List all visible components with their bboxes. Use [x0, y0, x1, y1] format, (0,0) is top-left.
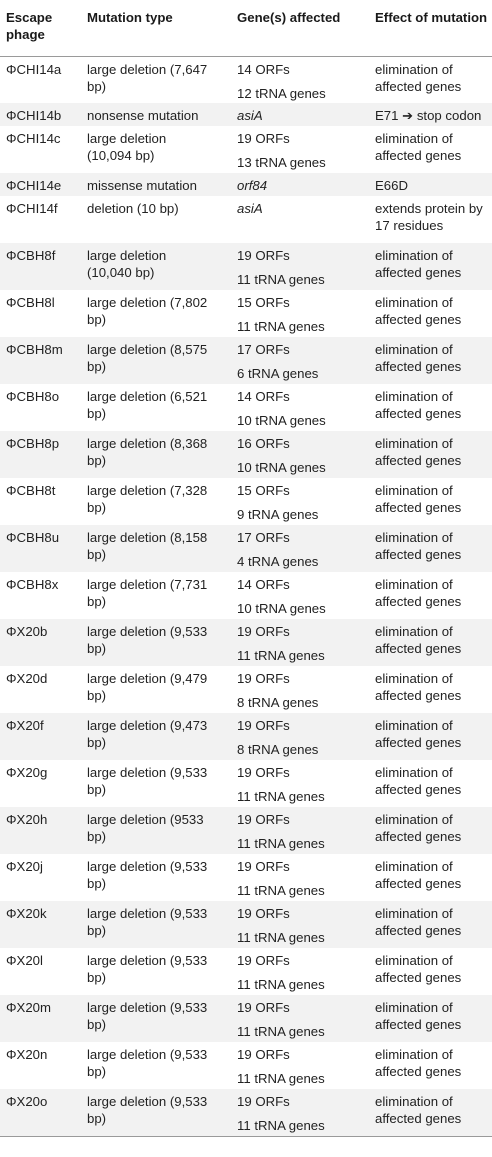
cell-genes-affected-line: 13 tRNA genes [237, 155, 326, 170]
cell-genes-affected-line: 10 tRNA genes [237, 460, 326, 475]
table-row [0, 126, 492, 173]
cell-mutation-type-line: large deletion (9,533 [87, 953, 208, 968]
cell-effect-of-mutation [369, 948, 492, 995]
cell-genes-affected-line: 11 tRNA genes [237, 883, 325, 898]
cell-mutation-type-line: bp) [87, 970, 107, 985]
cell-genes-affected-line: asiA [237, 108, 263, 123]
cell-effect-of-mutation [369, 1042, 492, 1089]
cell-effect-of-mutation-line: elimination of [375, 530, 453, 545]
cell-mutation-type-line: large deletion (9,533 [87, 765, 208, 780]
cell-effect-of-mutation-line: affected genes [375, 970, 462, 985]
cell-genes-affected-line: 11 tRNA genes [237, 836, 325, 851]
cell-escape-phage: ΦCBH8o [6, 389, 60, 404]
cell-mutation-type [81, 126, 231, 173]
cell-effect-of-mutation-line: E66D [375, 178, 408, 193]
cell-escape-phage: ΦCBH8f [6, 248, 56, 263]
cell-effect-of-mutation-line: elimination of [375, 248, 453, 263]
cell-genes-affected [231, 713, 369, 760]
cell-effect-of-mutation-line: affected genes [375, 500, 462, 515]
cell-effect-of-mutation [369, 1089, 492, 1136]
cell-genes-affected-line: 11 tRNA genes [237, 977, 325, 992]
cell-mutation-type-line: large deletion (9,533 [87, 1047, 208, 1062]
header-mutation-type: Mutation type [87, 10, 173, 25]
cell-mutation-type-line: bp) [87, 829, 107, 844]
cell-genes-affected [231, 126, 369, 173]
cell-escape-phage: ΦCHI14b [6, 108, 62, 123]
table-row [0, 478, 492, 525]
cell-mutation-type [81, 56, 231, 103]
cell-mutation-type-line: nonsense mutation [87, 108, 199, 123]
cell-effect-of-mutation-line: elimination of [375, 483, 453, 498]
cell-effect-of-mutation-line: affected genes [375, 78, 462, 94]
cell-genes-affected-line: 14 ORFs [237, 61, 290, 77]
cell-effect-of-mutation-line: elimination of [375, 624, 453, 639]
table-row [0, 431, 492, 478]
cell-effect-of-mutation-line: affected genes [375, 453, 462, 468]
cell-escape-phage: ΦX20j [6, 859, 43, 874]
cell-escape-phage: ΦX20m [6, 1000, 51, 1015]
cell-genes-affected-line: 19 ORFs [237, 953, 290, 968]
cell-genes-affected [231, 290, 369, 337]
cell-effect-of-mutation [369, 196, 492, 243]
cell-effect-of-mutation-line: affected genes [375, 359, 462, 374]
cell-effect-of-mutation-line: elimination of [375, 389, 453, 404]
table-row [0, 243, 492, 290]
table-row [0, 619, 492, 666]
cell-effect-of-mutation-line: elimination of [375, 1047, 453, 1062]
cell-mutation-type [81, 995, 231, 1042]
cell-mutation-type [81, 384, 231, 431]
cell-effect-of-mutation [369, 337, 492, 384]
cell-effect-of-mutation [369, 384, 492, 431]
table-row [0, 901, 492, 948]
cell-effect-of-mutation [369, 713, 492, 760]
cell-genes-affected-line: 8 tRNA genes [237, 742, 319, 757]
cell-genes-affected-line: asiA [237, 201, 263, 216]
cell-genes-affected [231, 431, 369, 478]
cell-mutation-type-line: bp) [87, 1064, 107, 1079]
cell-mutation-type-line: (10,094 bp) [87, 148, 155, 163]
cell-genes-affected [231, 103, 369, 126]
cell-mutation-type-line: bp) [87, 406, 107, 421]
cell-effect-of-mutation-line: elimination of [375, 765, 453, 780]
cell-genes-affected-line: 19 ORFs [237, 1047, 290, 1062]
cell-effect-of-mutation [369, 995, 492, 1042]
cell-mutation-type-line: missense mutation [87, 178, 197, 193]
cell-mutation-type-line: large deletion (8,575 [87, 342, 208, 357]
cell-effect-of-mutation [369, 807, 492, 854]
cell-escape-phage: ΦCBH8p [6, 436, 60, 451]
cell-effect-of-mutation-line: affected genes [375, 265, 462, 280]
cell-genes-affected [231, 666, 369, 713]
cell-genes-affected-line: 10 tRNA genes [237, 413, 326, 428]
cell-genes-affected-line: 14 ORFs [237, 577, 290, 592]
cell-mutation-type [81, 666, 231, 713]
cell-effect-of-mutation-line: elimination of [375, 1000, 453, 1015]
cell-effect-of-mutation [369, 56, 492, 103]
cell-escape-phage: ΦX20k [6, 906, 47, 921]
cell-mutation-type-line: bp) [87, 359, 107, 374]
cell-genes-affected-line: 9 tRNA genes [237, 507, 319, 522]
table-row [0, 854, 492, 901]
cell-genes-affected-line: 15 ORFs [237, 295, 290, 310]
table-row [0, 56, 492, 103]
cell-effect-of-mutation [369, 478, 492, 525]
cell-genes-affected [231, 948, 369, 995]
cell-mutation-type [81, 103, 231, 126]
cell-genes-affected [231, 760, 369, 807]
cell-escape-phage: ΦCBH8m [6, 342, 63, 357]
cell-mutation-type [81, 173, 231, 196]
cell-effect-of-mutation-line: affected genes [375, 312, 462, 327]
table-row [0, 948, 492, 995]
cell-effect-of-mutation [369, 619, 492, 666]
cell-genes-affected-line: 19 ORFs [237, 624, 290, 639]
cell-mutation-type-line: bp) [87, 923, 107, 938]
cell-genes-affected [231, 478, 369, 525]
cell-genes-affected [231, 1042, 369, 1089]
cell-effect-of-mutation-line: affected genes [375, 148, 462, 163]
cell-effect-of-mutation [369, 666, 492, 713]
cell-genes-affected-line: orf84 [237, 178, 268, 193]
table-row [0, 1042, 492, 1089]
cell-effect-of-mutation-line: elimination of [375, 906, 453, 921]
cell-effect-of-mutation-line: extends protein by [375, 201, 483, 216]
cell-effect-of-mutation [369, 525, 492, 572]
cell-genes-affected [231, 995, 369, 1042]
cell-mutation-type-line: deletion (10 bp) [87, 201, 179, 216]
cell-mutation-type-line: large deletion (9,473 [87, 718, 208, 733]
cell-mutation-type [81, 196, 231, 243]
cell-genes-affected [231, 56, 369, 103]
cell-genes-affected-line: 11 tRNA genes [237, 319, 325, 334]
cell-effect-of-mutation-line: elimination of [375, 577, 453, 592]
cell-mutation-type [81, 854, 231, 901]
cell-mutation-type-line: large deletion (9,533 [87, 624, 208, 639]
cell-genes-affected-line: 11 tRNA genes [237, 930, 325, 945]
cell-mutation-type [81, 572, 231, 619]
cell-escape-phage: ΦCHI14c [6, 131, 61, 146]
cell-genes-affected-line: 8 tRNA genes [237, 695, 319, 710]
cell-effect-of-mutation-line: affected genes [375, 876, 462, 891]
table-row [0, 760, 492, 807]
cell-mutation-type-line: large deletion (6,521 [87, 389, 208, 404]
cell-mutation-type-line: bp) [87, 1111, 107, 1126]
cell-effect-of-mutation-line: elimination of [375, 671, 453, 686]
cell-genes-affected [231, 901, 369, 948]
cell-mutation-type-line: bp) [87, 641, 107, 656]
cell-escape-phage: ΦX20n [6, 1047, 48, 1062]
cell-effect-of-mutation-line: affected genes [375, 641, 462, 656]
cell-escape-phage: ΦCHI14e [6, 178, 62, 193]
cell-effect-of-mutation-line: elimination of [375, 953, 453, 968]
cell-mutation-type-line: large deletion (9,533 [87, 906, 208, 921]
cell-genes-affected [231, 525, 369, 572]
cell-genes-affected-line: 19 ORFs [237, 1000, 290, 1015]
cell-mutation-type [81, 713, 231, 760]
table-row [0, 173, 492, 196]
cell-effect-of-mutation-line: elimination of [375, 436, 453, 451]
cell-genes-affected-line: 16 ORFs [237, 436, 290, 451]
cell-mutation-type-line: bp) [87, 876, 107, 891]
cell-genes-affected [231, 384, 369, 431]
cell-mutation-type-line: bp) [87, 594, 107, 609]
cell-mutation-type [81, 431, 231, 478]
cell-genes-affected-line: 19 ORFs [237, 671, 290, 686]
cell-mutation-type-line: large deletion (9,533 [87, 1000, 208, 1015]
cell-effect-of-mutation-line: affected genes [375, 829, 462, 844]
cell-mutation-type-line: large deletion (9,533 [87, 859, 208, 874]
cell-genes-affected-line: 19 ORFs [237, 765, 290, 780]
cell-effect-of-mutation-line: elimination of [375, 812, 453, 827]
cell-mutation-type [81, 525, 231, 572]
cell-effect-of-mutation-line: affected genes [375, 547, 462, 562]
cell-escape-phage: ΦCBH8x [6, 577, 59, 592]
table-header [0, 0, 492, 56]
cell-genes-affected-line: 11 tRNA genes [237, 1118, 325, 1133]
cell-escape-phage: ΦX20g [6, 765, 48, 780]
cell-genes-affected-line: 10 tRNA genes [237, 601, 326, 616]
header-row [0, 0, 492, 56]
cell-effect-of-mutation-line: elimination of [375, 718, 453, 733]
cell-effect-of-mutation [369, 760, 492, 807]
cell-genes-affected-line: 11 tRNA genes [237, 648, 325, 663]
cell-mutation-type-line: (10,040 bp) [87, 265, 155, 280]
cell-genes-affected [231, 572, 369, 619]
cell-escape-phage: ΦCHI14a [6, 61, 62, 77]
cell-effect-of-mutation [369, 103, 492, 126]
cell-effect-of-mutation-line: affected genes [375, 1111, 462, 1126]
cell-mutation-type-line: large deletion (7,731 [87, 577, 208, 592]
cell-genes-affected [231, 807, 369, 854]
table-bottom-rule [0, 1136, 492, 1137]
cell-escape-phage: ΦX20l [6, 953, 43, 968]
cell-mutation-type-line: large deletion (9,479 [87, 671, 208, 686]
table-row [0, 384, 492, 431]
cell-mutation-type-line: bp) [87, 688, 107, 703]
cell-mutation-type [81, 290, 231, 337]
cell-effect-of-mutation-line: elimination of [375, 342, 453, 357]
cell-effect-of-mutation-line: affected genes [375, 735, 462, 750]
cell-genes-affected [231, 619, 369, 666]
cell-mutation-type-line: bp) [87, 782, 107, 797]
cell-mutation-type-line: bp) [87, 453, 107, 468]
cell-mutation-type [81, 807, 231, 854]
cell-effect-of-mutation [369, 431, 492, 478]
cell-escape-phage: ΦX20b [6, 624, 48, 639]
cell-effect-of-mutation-line: affected genes [375, 406, 462, 421]
cell-escape-phage: ΦCHI14f [6, 201, 58, 216]
cell-effect-of-mutation [369, 854, 492, 901]
cell-genes-affected-line: 11 tRNA genes [237, 272, 325, 287]
cell-genes-affected [231, 854, 369, 901]
cell-mutation-type [81, 619, 231, 666]
cell-mutation-type [81, 243, 231, 290]
cell-mutation-type [81, 1089, 231, 1136]
cell-mutation-type-line: bp) [87, 78, 107, 94]
cell-effect-of-mutation-line: affected genes [375, 782, 462, 797]
cell-genes-affected-line: 19 ORFs [237, 248, 290, 263]
cell-genes-affected-line: 19 ORFs [237, 906, 290, 921]
cell-genes-affected-line: 19 ORFs [237, 1094, 290, 1109]
cell-genes-affected-line: 15 ORFs [237, 483, 290, 498]
header-genes-affected: Gene(s) affected [237, 10, 341, 25]
table-row [0, 807, 492, 854]
cell-effect-of-mutation-line: E71 ➔ stop codon [375, 108, 482, 123]
cell-effect-of-mutation [369, 126, 492, 173]
table-row [0, 290, 492, 337]
table-row [0, 713, 492, 760]
cell-genes-affected-line: 19 ORFs [237, 812, 290, 827]
table-row [0, 666, 492, 713]
cell-escape-phage: ΦCBH8u [6, 530, 60, 545]
cell-mutation-type-line: large deletion (9533 [87, 812, 204, 827]
cell-mutation-type [81, 901, 231, 948]
cell-genes-affected-line: 11 tRNA genes [237, 1024, 325, 1039]
cell-escape-phage: ΦX20o [6, 1094, 48, 1109]
cell-escape-phage: ΦCBH8t [6, 483, 56, 498]
table-row [0, 995, 492, 1042]
table-row [0, 1089, 492, 1136]
cell-mutation-type-line: bp) [87, 547, 107, 562]
table-row [0, 572, 492, 619]
table-row [0, 525, 492, 572]
cell-mutation-type-line: large deletion (7,802 [87, 295, 208, 310]
cell-mutation-type [81, 760, 231, 807]
cell-genes-affected [231, 173, 369, 196]
cell-genes-affected-line: 6 tRNA genes [237, 366, 319, 381]
cell-genes-affected-line: 19 ORFs [237, 718, 290, 733]
cell-genes-affected-line: 17 ORFs [237, 530, 290, 545]
cell-genes-affected [231, 243, 369, 290]
header-effect-of-mutation: Effect of mutation [375, 10, 488, 25]
cell-effect-of-mutation [369, 290, 492, 337]
cell-effect-of-mutation-line: elimination of [375, 61, 453, 77]
cell-genes-affected-line: 11 tRNA genes [237, 1071, 325, 1086]
cell-mutation-type-line: bp) [87, 312, 107, 327]
cell-genes-affected-line: 19 ORFs [237, 131, 290, 146]
cell-effect-of-mutation [369, 901, 492, 948]
cell-genes-affected-line: 19 ORFs [237, 859, 290, 874]
cell-effect-of-mutation [369, 173, 492, 196]
cell-escape-phage: ΦX20d [6, 671, 48, 686]
cell-mutation-type-line: bp) [87, 1017, 107, 1032]
table-row [0, 196, 492, 243]
cell-genes-affected-line: 12 tRNA genes [237, 85, 326, 101]
cell-effect-of-mutation-line: elimination of [375, 859, 453, 874]
cell-mutation-type-line: bp) [87, 500, 107, 515]
cell-mutation-type [81, 337, 231, 384]
cell-effect-of-mutation-line: affected genes [375, 1064, 462, 1079]
cell-effect-of-mutation-line: affected genes [375, 1017, 462, 1032]
cell-effect-of-mutation-line: affected genes [375, 688, 462, 703]
cell-escape-phage: ΦX20h [6, 812, 48, 827]
cell-mutation-type [81, 948, 231, 995]
cell-genes-affected-line: 17 ORFs [237, 342, 290, 357]
cell-effect-of-mutation-line: affected genes [375, 923, 462, 938]
cell-mutation-type-line: large deletion (8,368 [87, 436, 208, 451]
header-escape-phage: Escape phage [6, 10, 53, 42]
cell-mutation-type [81, 1042, 231, 1089]
cell-effect-of-mutation-line: elimination of [375, 1094, 453, 1109]
cell-mutation-type-line: large deletion (8,158 [87, 530, 208, 545]
cell-genes-affected-line: 4 tRNA genes [237, 554, 319, 569]
cell-mutation-type-line: large deletion [87, 131, 167, 146]
cell-effect-of-mutation [369, 243, 492, 290]
cell-mutation-type-line: large deletion (7,328 [87, 483, 208, 498]
cell-genes-affected-line: 11 tRNA genes [237, 789, 325, 804]
cell-mutation-type-line: large deletion (9,533 [87, 1094, 208, 1109]
cell-mutation-type [81, 478, 231, 525]
cell-mutation-type-line: bp) [87, 735, 107, 750]
table-row [0, 103, 492, 126]
cell-escape-phage: ΦCBH8l [6, 295, 55, 310]
cell-effect-of-mutation-line: affected genes [375, 594, 462, 609]
table-row [0, 337, 492, 384]
cell-escape-phage: ΦX20f [6, 718, 44, 733]
cell-effect-of-mutation-line: elimination of [375, 131, 453, 146]
cell-mutation-type-line: large deletion (7,647 [87, 61, 208, 77]
table-body [0, 56, 492, 1136]
cell-effect-of-mutation-line: elimination of [375, 295, 453, 310]
cell-genes-affected [231, 1089, 369, 1136]
cell-genes-affected-line: 14 ORFs [237, 389, 290, 404]
cell-genes-affected [231, 196, 369, 243]
cell-effect-of-mutation [369, 572, 492, 619]
cell-genes-affected [231, 337, 369, 384]
cell-mutation-type-line: large deletion [87, 248, 167, 263]
cell-effect-of-mutation-line: 17 residues [375, 218, 444, 233]
